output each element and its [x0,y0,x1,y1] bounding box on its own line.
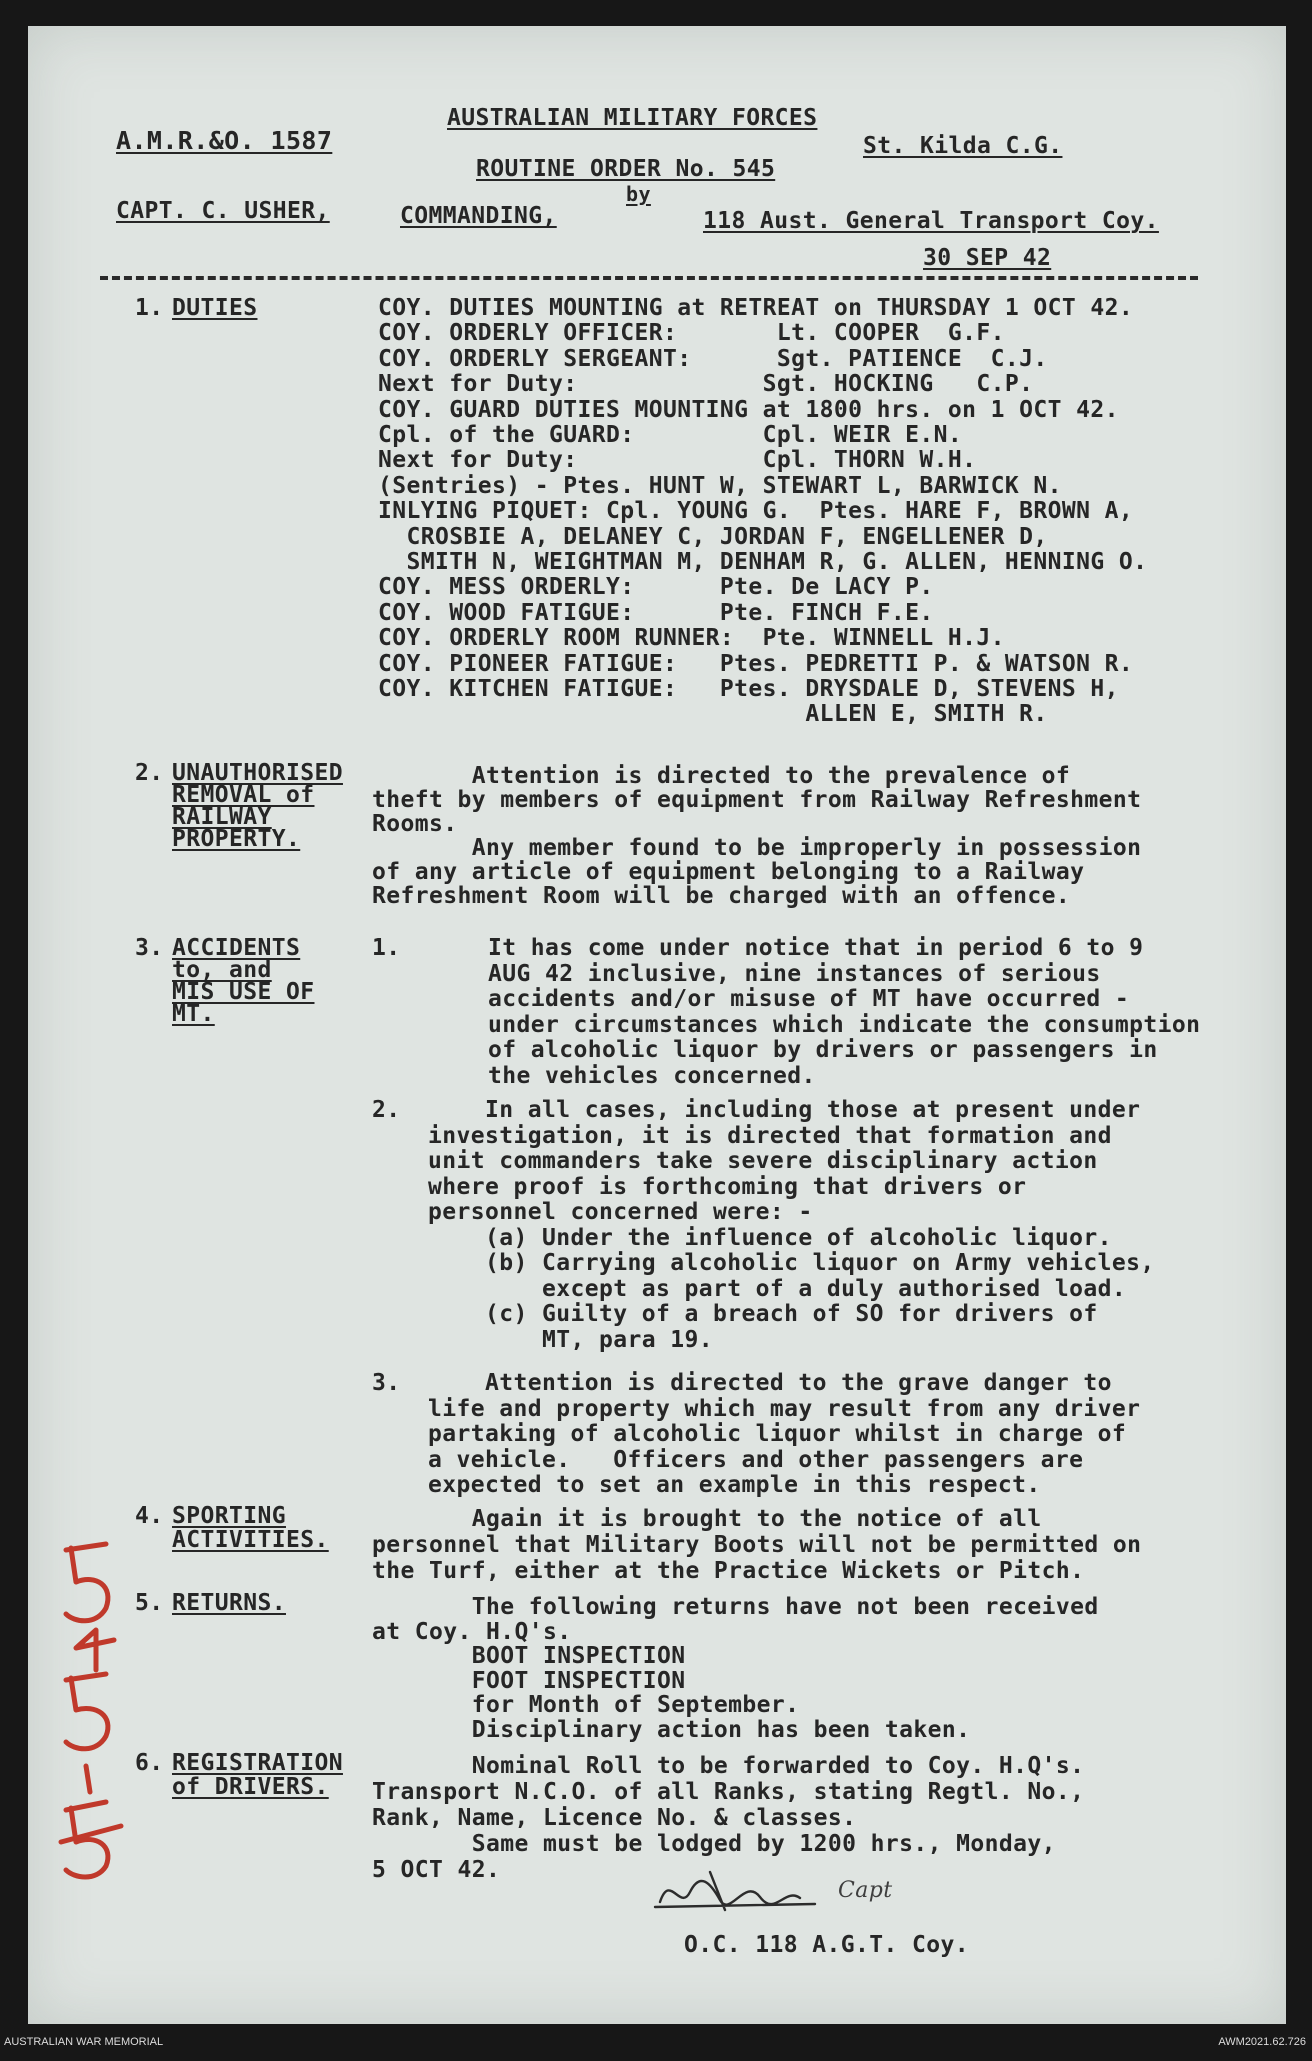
paragraph-line: unit commanders take severe disciplinary action [428,1148,1098,1174]
paragraph-line: Attention is directed to the grave danger to [428,1370,1112,1396]
paragraph-line: The following returns have not been received [372,1594,1099,1620]
duty-line: Next for Duty: Cpl. THORN W.H. [378,447,977,474]
section-title-line: MT. [172,1001,215,1027]
paragraph-line: Attention is directed to the prevalence of [372,763,1071,789]
duty-line: (Sentries) - Ptes. HUNT W, STEWART L, BARWICK N. [378,472,1062,499]
section-2-number: 2. [135,760,164,786]
duty-line: INLYING PIQUET: Cpl. YOUNG G. Ptes. HARE F, BROWN A, [378,498,1134,525]
paragraph-line: Any member found to be improperly in possession [372,835,1142,861]
paragraph-line: of any article of equipment belonging to a Railway [372,859,1085,885]
section-3-number: 3. [135,935,164,961]
duty-line: Cpl. of the GUARD: Cpl. WEIR E.N. [378,422,963,448]
paragraph-line: Transport N.C.O. of all Ranks, stating Regtl. No., [372,1779,1085,1805]
paragraph-line: It has come under notice that in period 6 to 9 [488,935,1144,961]
signature-block: O.C. 118 A.G.T. Coy. [684,1932,969,1958]
paragraph-line: life and property which may result from any driver [428,1395,1141,1422]
paragraph-line: under circumstances which indicate the consumption [488,1011,1201,1038]
paragraph-line: of alcoholic liquor by drivers or passengers in [488,1037,1158,1063]
section-1-number: 1. [135,295,164,321]
footer-left: AUSTRALIAN WAR MEMORIAL [4,2036,164,2048]
duty-line: COY. DUTIES MOUNTING at RETREAT on THURSDAY 1 OCT 42. [378,295,1134,321]
paragraph-line: (b) Carrying alcoholic liquor on Army vehicles, [428,1250,1155,1276]
section-title-line: RAILWAY [172,804,272,830]
paragraph-line: MT, para 19. [428,1326,713,1353]
by-line: by [626,182,651,206]
section-title-line: of DRIVERS. [172,1774,329,1800]
signature-rank: Capt [838,1878,893,1903]
paragraph-line: a vehicle. Officers and other passengers are [428,1446,1084,1473]
paragraph-line: Disciplinary action has been taken. [372,1716,971,1743]
commanding-label: COMMANDING, [400,203,557,229]
section-title-line: PROPERTY. [172,826,301,852]
section-6-number: 6. [135,1750,164,1776]
section-5-title: RETURNS. [172,1590,286,1616]
reference-number: A.M.R.&O. 1587 [116,126,333,155]
paragraph-line: Refreshment Room will be charged with an offence. [372,883,1071,909]
paragraph-line: investigation, it is directed that formation and [428,1122,1112,1149]
paragraph-line: for Month of September. [372,1692,800,1718]
paragraph-line: 5 OCT 42. [372,1857,501,1883]
paragraph-line: BOOT INSPECTION [372,1643,686,1669]
paragraph-line: Nominal Roll to be forwarded to Coy. H.Q's. [372,1753,1085,1779]
force-title: AUSTRALIAN MILITARY FORCES [447,105,818,131]
section-title-line: ACCIDENTS [172,935,301,961]
paragraph-line: expected to set an example in this respect. [428,1472,1041,1498]
duty-line: COY. ORDERLY OFFICER: Lt. COOPER G.F. [378,320,1005,347]
duty-line: SMITH N, WEIGHTMAN M, DENHAM R, G. ALLEN, HENNING O. [378,549,1148,575]
section-5-number: 5. [135,1590,164,1616]
section-title-line: UNAUTHORISED [172,760,343,786]
location: St. Kilda C.G. [863,133,1063,159]
duty-line: ALLEN E, SMITH R. [378,701,1048,728]
section-title-line: REMOVAL of [172,782,315,808]
handwritten-signature [650,1862,870,1922]
paragraph-line: (a) Under the influence of alcoholic liquor. [428,1224,1112,1251]
duty-line: COY. ORDERLY SERGEANT: Sgt. PATIENCE C.J. [378,345,1048,372]
section-title-line: ACTIVITIES. [172,1527,329,1553]
section-1-title: DUTIES [172,295,258,321]
duty-line: CROSBIE A, DELANEY C, JORDAN F, ENGELLENER D, [378,523,1048,550]
paragraph-line: personnel concerned were: - [428,1199,813,1225]
section-title-line: to, and [172,957,272,983]
paragraph-line: Rank, Name, Licence No. & classes. [372,1805,857,1831]
paragraph-line: Rooms. [372,811,458,837]
section-3-para-3-number: 3. [372,1370,401,1396]
paragraph-line: AUG 42 inclusive, nine instances of serious [488,960,1101,987]
commander: CAPT. C. USHER, [116,198,330,224]
section-title-line: SPORTING [172,1503,286,1529]
duty-line: COY. MESS ORDERLY: Pte. De LACY P. [378,574,934,601]
duty-line: COY. PIONEER FATIGUE: Ptes. PEDRETTI P. & WATSON R. [378,650,1134,677]
paragraph-line: where proof is forthcoming that drivers or [428,1173,1027,1200]
section-3-para-1-number: 1. [372,935,401,961]
paragraph-line: the vehicles concerned. [488,1062,816,1089]
red-pencil-annotation [36,1530,146,1900]
section-4-number: 4. [135,1503,164,1529]
duty-line: Next for Duty: Sgt. HOCKING C.P. [378,371,1034,398]
paragraph-line: In all cases, including those at present under [428,1097,1141,1123]
header-divider [100,276,1198,284]
paragraph-line: at Coy. H.Q's. [372,1618,572,1645]
duty-line: COY. KITCHEN FATIGUE: Ptes. DRYSDALE D, STEVENS H, [378,676,1119,702]
paragraph-line: FOOT INSPECTION [372,1667,686,1694]
section-title-line: REGISTRATION [172,1750,343,1776]
paragraph-line: accidents and/or misuse of MT have occurred - [488,986,1130,1012]
footer-right: AWM2021.62.726 [1218,2036,1306,2048]
paragraph-line: partaking of alcoholic liquor whilst in charge of [428,1421,1127,1447]
paragraph-line: personnel that Military Boots will not be permitted on [372,1532,1142,1558]
unit-name: 118 Aust. General Transport Coy. [703,208,1159,234]
order-number: ROUTINE ORDER No. 545 [476,156,776,182]
section-3-para-2-number: 2. [372,1097,401,1123]
paragraph-line: Again it is brought to the notice of all [372,1506,1042,1532]
paragraph-line: the Turf, either at the Practice Wickets or Pitch. [372,1558,1085,1584]
duty-line: COY. GUARD DUTIES MOUNTING at 1800 hrs. on 1 OCT 42. [378,396,1119,423]
duty-line: COY. WOOD FATIGUE: Pte. FINCH F.E. [378,599,934,626]
paragraph-line: Same must be lodged by 1200 hrs., Monday, [372,1831,1056,1857]
paragraph-line: (c) Guilty of a breach of SO for drivers of [428,1301,1098,1327]
order-date: 30 SEP 42 [923,245,1052,271]
paragraph-line: except as part of a duly authorised load. [428,1275,1127,1302]
section-title-line: MIS USE OF [172,979,315,1005]
paragraph-line: theft by members of equipment from Railway Refreshment [372,787,1142,813]
duty-line: COY. ORDERLY ROOM RUNNER: Pte. WINNELL H.J. [378,625,1005,652]
